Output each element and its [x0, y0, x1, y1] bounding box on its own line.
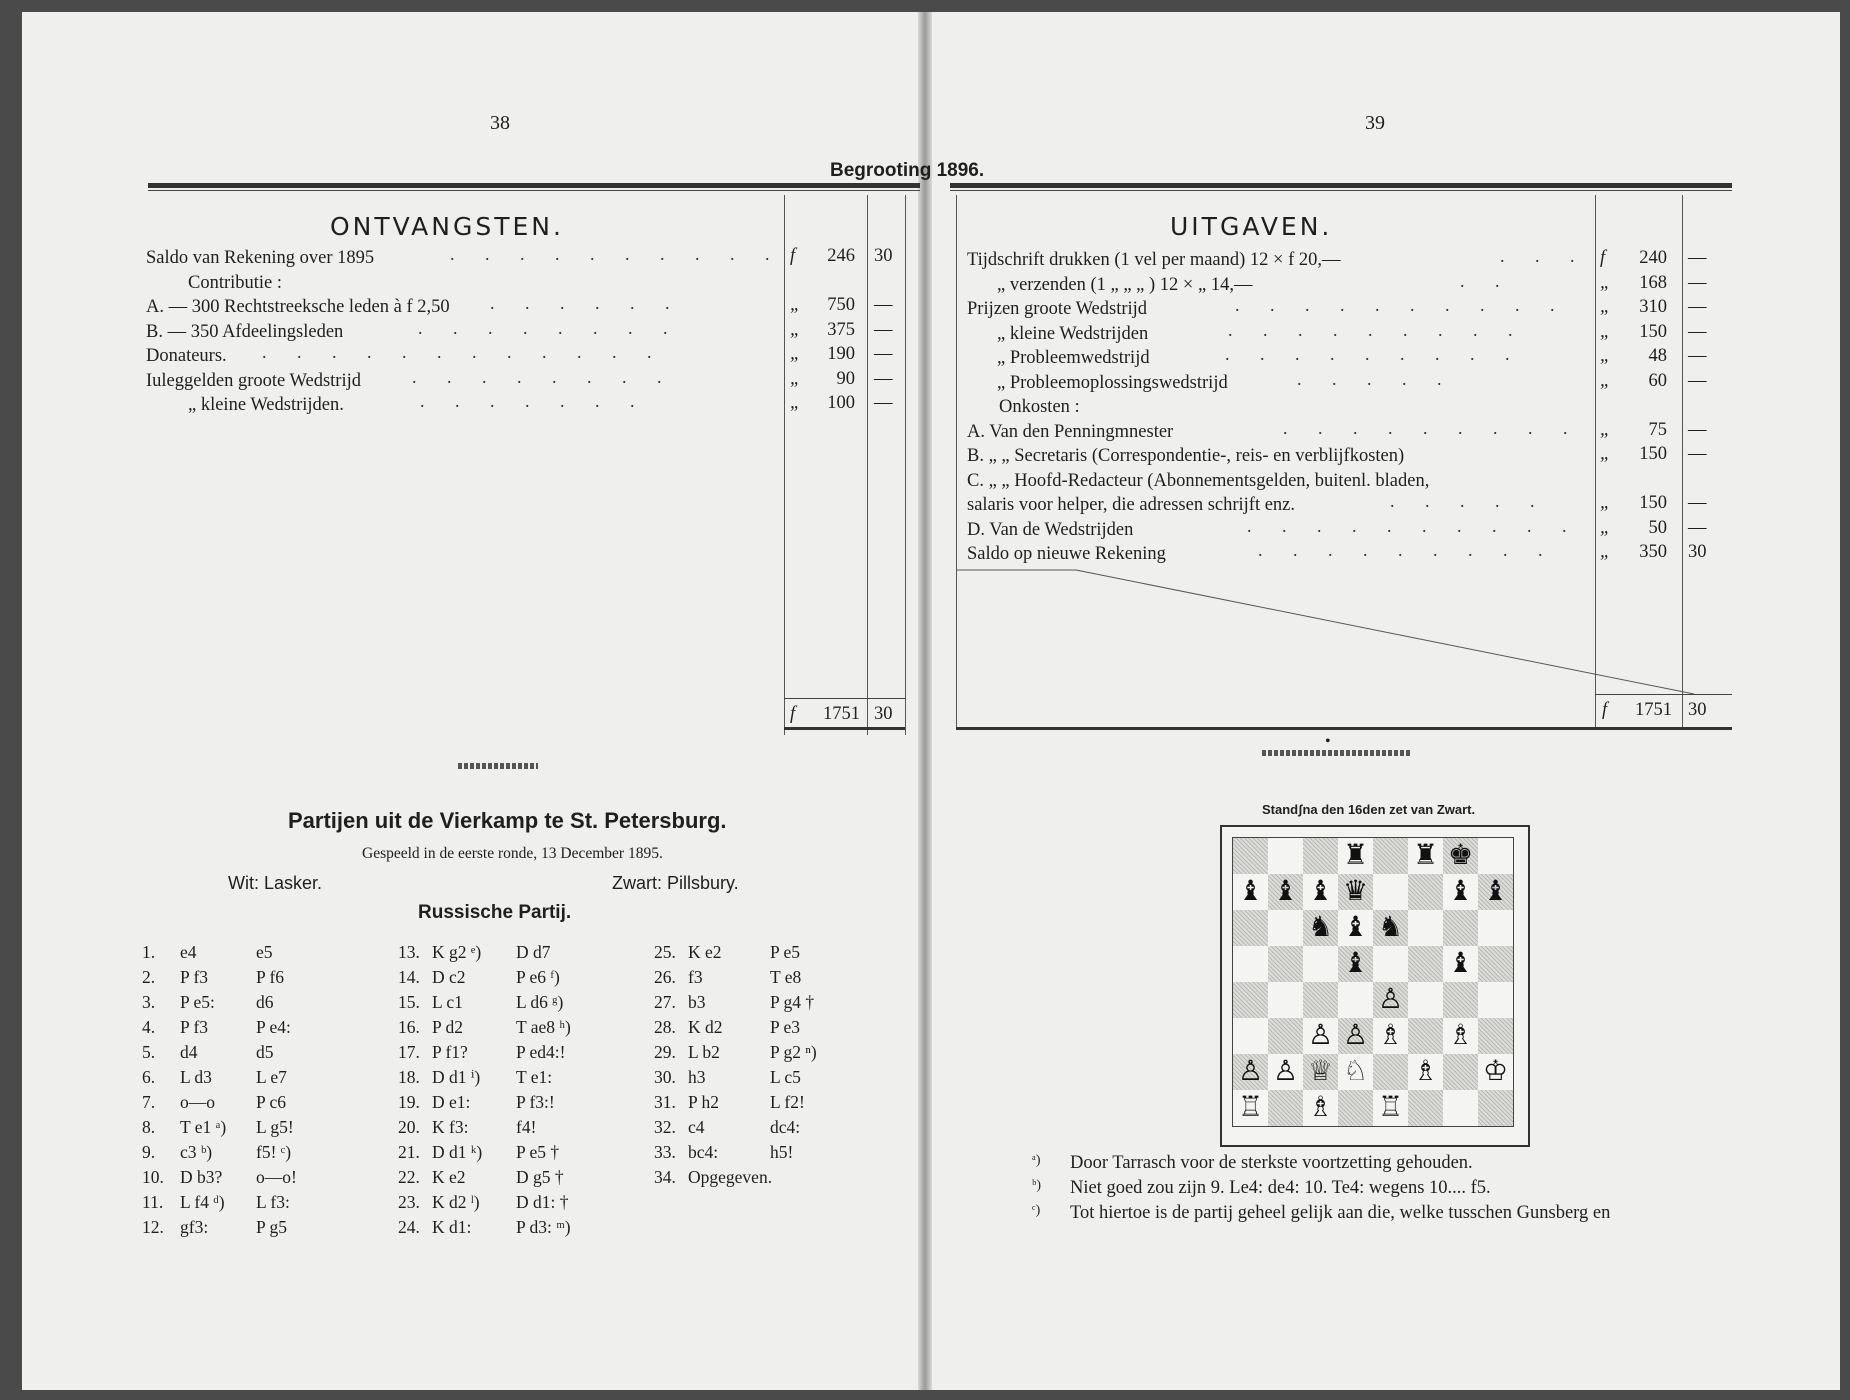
white-move: L f4 ᵈ) [180, 1192, 225, 1212]
ornament-right [1262, 750, 1412, 756]
black-move: P d3: ᵐ) [516, 1217, 571, 1237]
left-row-label: „ kleine Wedstrijden. [188, 395, 344, 415]
left-row-amount: 246 [827, 246, 855, 266]
board-square [1268, 910, 1303, 946]
board-square [1478, 1090, 1513, 1126]
black-move: P e5 † [516, 1142, 560, 1162]
header-rule-left [148, 183, 920, 188]
right-row-cents: 30 [1688, 542, 1707, 562]
total-double-rule-left [784, 727, 905, 730]
move-number: 8. [142, 1117, 156, 1137]
left-row-currency: „ [790, 368, 801, 389]
white-move: P e5: [180, 992, 215, 1012]
move-number: 4. [142, 1017, 156, 1037]
black-move: h5! [770, 1142, 794, 1162]
left-row-label: Donateurs. [146, 346, 227, 366]
total-cents-right: 30 [1688, 700, 1707, 720]
white-move: h3 [688, 1067, 706, 1087]
white-move: c4 [688, 1117, 705, 1137]
right-row-label: „ kleine Wedstrijden [997, 323, 1149, 344]
white-move: K e2 [432, 1167, 466, 1187]
black-move: L f3: [256, 1192, 290, 1212]
move-number: 1. [142, 942, 156, 962]
board-square: ♝ [1443, 874, 1478, 910]
white-move: D e1: [432, 1092, 471, 1112]
total-rule-left [784, 698, 905, 699]
right-row-cents: — [1688, 248, 1707, 268]
white-move: K f3: [432, 1117, 469, 1137]
board-square [1443, 1090, 1478, 1126]
board-square [1373, 946, 1408, 982]
right-row-dots: . . . . . . . . . [1258, 540, 1556, 560]
move-number: 5. [142, 1042, 156, 1062]
white-move: P d2 [432, 1017, 463, 1037]
ornament-left [458, 763, 538, 769]
black-move: P c6 [256, 1092, 286, 1112]
right-row-label: Saldo op nieuwe Rekening [967, 544, 1166, 564]
move-number: 28. [654, 1017, 676, 1037]
white-move: f3 [688, 967, 703, 987]
right-row-amount: 240 [1639, 248, 1667, 268]
board-square [1408, 874, 1443, 910]
board-square: ♝ [1268, 874, 1303, 910]
right-row-cents: — [1688, 346, 1707, 366]
left-row-cents: — [874, 368, 893, 389]
left-row-dots: . . . . . . . . . . . . [262, 342, 665, 362]
board-square [1478, 982, 1513, 1018]
board-square: ♙ [1338, 1018, 1373, 1054]
black-move: P g2 ⁿ) [770, 1042, 817, 1062]
right-row-cents: — [1688, 321, 1707, 342]
board-square [1373, 1054, 1408, 1090]
board-square [1233, 982, 1268, 1018]
board-square: ♖ [1373, 1090, 1408, 1126]
board-square: ♘ [1338, 1054, 1373, 1090]
left-row-label: Contributie : [188, 272, 283, 293]
black-move: D d7 [516, 942, 551, 962]
board-square: ♞ [1303, 910, 1338, 946]
white-move: e4 [180, 942, 197, 962]
board-square [1443, 1054, 1478, 1090]
board-square: ♖ [1233, 1090, 1268, 1126]
right-row-dots: . . . . . . . . . . [1247, 515, 1580, 536]
move-number: 19. [398, 1092, 420, 1112]
white-move: P h2 [688, 1092, 719, 1112]
board-square: ♜ [1408, 838, 1443, 874]
right-row-amount: 310 [1639, 297, 1667, 317]
board-square: ♙ [1268, 1054, 1303, 1090]
board-square: ♙ [1233, 1054, 1268, 1090]
white-move: c3 ᵇ) [180, 1142, 213, 1162]
right-row-amount: 150 [1639, 321, 1667, 342]
right-row-amount: 50 [1648, 517, 1667, 538]
cancellation-line [956, 560, 1736, 700]
white-move: o—o [180, 1092, 215, 1112]
board-square [1303, 946, 1338, 982]
header-rule-right [950, 183, 1732, 188]
board-square: ♝ [1303, 874, 1338, 910]
left-row-cents: 30 [874, 246, 893, 266]
move-number: 23. [398, 1192, 420, 1212]
left-row-amount: 750 [827, 295, 855, 315]
white-player: Wit: Lasker. [228, 873, 323, 893]
white-move: T e1 ᵃ) [180, 1117, 227, 1137]
left-row-label: B. — 350 Afdeelingsleden [146, 321, 344, 342]
move-number: 18. [398, 1067, 420, 1087]
right-row-currency: „ [1600, 321, 1611, 342]
board-square [1233, 946, 1268, 982]
black-move: f5! ᶜ) [256, 1142, 292, 1162]
footnote-mark: ᶜ) [1032, 1203, 1041, 1218]
right-row-amount: 150 [1639, 444, 1667, 464]
board-square: ♕ [1303, 1054, 1338, 1090]
right-row-amount: 75 [1648, 419, 1667, 440]
board-square [1408, 1090, 1443, 1126]
board-square [1268, 946, 1303, 982]
board-square [1338, 1090, 1373, 1126]
move-number: 20. [398, 1117, 420, 1137]
right-row-dots: . . . . . . . . . [1228, 319, 1526, 340]
move-number: 21. [398, 1142, 420, 1162]
black-move: L g5! [256, 1117, 294, 1137]
section-title-uitgaven: UITGAVEN. [1170, 212, 1333, 241]
left-row-cents: — [874, 295, 893, 315]
white-move: P f3 [180, 1017, 209, 1037]
total-amount-right: 1751 [1635, 700, 1672, 720]
right-row-dots: . . . . . . . . . [1225, 344, 1523, 364]
white-move: K d2 [688, 1017, 723, 1037]
page-number-left: 38 [490, 112, 510, 134]
column-line-left-2 [867, 195, 868, 735]
board-square: ♝ [1478, 874, 1513, 910]
left-row-dots: . . . . . . . . [418, 317, 681, 338]
right-row-currency: „ [1600, 419, 1611, 440]
diagram-caption: Standʃna den 16den zet van Zwart. [1262, 802, 1476, 817]
right-row-currency: „ [1600, 444, 1611, 464]
black-move: P g5 [256, 1217, 287, 1237]
right-row-cents: — [1688, 370, 1707, 391]
white-move: K g2 ᵉ) [432, 942, 482, 962]
board-square: ♚ [1443, 838, 1478, 874]
right-row-label: Prijzen groote Wedstrijd [967, 299, 1148, 319]
board-square: ♙ [1303, 1018, 1338, 1054]
right-row-label: Onkosten : [999, 397, 1080, 417]
board-square [1373, 874, 1408, 910]
footnote-text: Niet goed zou zijn 9. Le4: de4: 10. Te4: wegens 10.... f5. [1070, 1178, 1491, 1198]
right-row-cents: — [1688, 444, 1707, 464]
footnote-text: Tot hiertoe is de partij geheel gelijk aan die, welke tusschen Gunsberg en [1070, 1203, 1611, 1223]
footnote-mark: ᵇ) [1032, 1178, 1041, 1193]
board-square: ♔ [1478, 1054, 1513, 1090]
right-row-currency: „ [1600, 517, 1611, 538]
move-number: 7. [142, 1092, 156, 1112]
right-row-amount: 48 [1648, 346, 1667, 366]
white-move: d4 [180, 1042, 198, 1062]
board-square: ♝ [1233, 874, 1268, 910]
right-row-cents: — [1688, 493, 1707, 513]
white-move: D d1 ⁱ) [432, 1067, 481, 1087]
board-square [1268, 982, 1303, 1018]
move-number: 24. [398, 1217, 420, 1237]
move-number: 33. [654, 1142, 676, 1162]
board-square: ♞ [1373, 910, 1408, 946]
white-move: gf3: [180, 1217, 209, 1237]
move-number: 31. [654, 1092, 676, 1112]
move-number: 9. [142, 1142, 156, 1162]
board-square [1478, 946, 1513, 982]
section-title-ontvangsten: ONTVANGSTEN. [330, 212, 564, 241]
white-move: D c2 [432, 967, 466, 987]
black-move: L c5 [770, 1067, 801, 1087]
board-square: ♗ [1303, 1090, 1338, 1126]
right-row-dots: . . . . . . . . . [1283, 417, 1581, 438]
right-row-label: D. Van de Wedstrijden [967, 519, 1134, 540]
black-move: T e8 [770, 967, 802, 987]
right-row-cents: — [1688, 517, 1707, 538]
move-number: 2. [142, 967, 156, 987]
black-move: d5 [256, 1042, 274, 1062]
left-row-cents: — [874, 319, 893, 340]
board-square [1233, 838, 1268, 874]
right-row-currency: „ [1600, 272, 1611, 293]
right-row-label: salaris voor helper, die adressen schrijft enz. [967, 495, 1296, 515]
board-square [1408, 910, 1443, 946]
black-move: T e1: [516, 1067, 553, 1087]
black-move: P e5 [770, 942, 800, 962]
board-square [1303, 982, 1338, 1018]
white-move: L c1 [432, 992, 463, 1012]
white-move: L b2 [688, 1042, 720, 1062]
black-move: P f3:! [516, 1092, 555, 1112]
black-move: f4! [516, 1117, 537, 1137]
white-move: D b3? [180, 1167, 223, 1187]
black-player: Zwart: Pillsbury. [612, 873, 739, 893]
right-row-currency: f [1600, 248, 1606, 268]
white-move: L d3 [180, 1067, 212, 1087]
black-move: dc4: [770, 1117, 801, 1137]
column-line-left-1 [784, 195, 785, 735]
left-row-cents: — [874, 344, 893, 364]
left-row-label: Iuleggelden groote Wedstrijd [146, 370, 361, 391]
board-square [1268, 1018, 1303, 1054]
move-number: 26. [654, 967, 676, 987]
left-row-currency: „ [790, 393, 801, 413]
board-square [1478, 1018, 1513, 1054]
right-row-currency: „ [1600, 370, 1611, 391]
right-row-dots: . . . [1500, 246, 1588, 266]
right-row-currency: „ [1600, 346, 1611, 366]
move-number: 34. [654, 1167, 676, 1187]
black-move: T ae8 ʰ) [516, 1017, 571, 1037]
board-square [1408, 982, 1443, 1018]
left-row-currency: „ [790, 295, 801, 315]
black-move: P e4: [256, 1017, 291, 1037]
move-number: 22. [398, 1167, 420, 1187]
white-move: bc4: [688, 1142, 719, 1162]
board-square: ♗ [1373, 1018, 1408, 1054]
black-move: L d6 ᵍ) [516, 992, 564, 1012]
board-square [1408, 1018, 1443, 1054]
right-row-amount: 60 [1648, 370, 1667, 391]
board-square [1478, 910, 1513, 946]
right-row-cents: — [1688, 297, 1707, 317]
board-square [1268, 838, 1303, 874]
board-square [1478, 838, 1513, 874]
move-number: 27. [654, 992, 676, 1012]
black-move: e5 [256, 942, 273, 962]
black-move: P e3 [770, 1017, 800, 1037]
board-square: ♛ [1338, 874, 1373, 910]
header-rule-right-thin [950, 190, 1732, 191]
opening-name: Russische Partij. [418, 902, 572, 923]
right-row-amount: 168 [1639, 272, 1667, 293]
right-row-dots: . . . . . [1390, 491, 1548, 511]
board-square: ♙ [1373, 982, 1408, 1018]
right-row-dots: . . . . . . . . . . [1235, 295, 1568, 315]
board-square: ♗ [1443, 1018, 1478, 1054]
black-move: L f2! [770, 1092, 805, 1112]
right-row-label: C. „ „ Hoofd-Redacteur (Abonnementsgelden, buitenl. bladen, [967, 470, 1430, 491]
left-row-amount: 375 [827, 319, 855, 340]
left-row-amount: 90 [836, 368, 855, 389]
board-square [1373, 838, 1408, 874]
book-gutter [918, 12, 932, 1390]
move-number: 10. [142, 1167, 164, 1187]
black-move: d6 [256, 992, 274, 1012]
left-row-dots: . . . . . . . . [412, 366, 675, 387]
move-number: 11. [142, 1192, 164, 1212]
right-row-currency: „ [1600, 493, 1611, 513]
begrooting-header: Begrooting 1896. [830, 160, 985, 181]
board-square: ♝ [1338, 910, 1373, 946]
left-row-dots: . . . . . . [490, 293, 683, 313]
black-move: L e7 [256, 1067, 287, 1087]
black-move: D g5 † [516, 1167, 564, 1187]
right-row-label: „ verzenden (1 „ „ „ ) 12 × „ 14,— [997, 274, 1253, 295]
move-number: 32. [654, 1117, 676, 1137]
move-number: 12. [142, 1217, 164, 1237]
board-square [1443, 910, 1478, 946]
left-row-currency: f [790, 246, 796, 266]
right-row-amount: 350 [1639, 542, 1667, 562]
left-row-amount: 100 [827, 393, 855, 413]
black-move: P e6 ᶠ) [516, 967, 560, 987]
right-row-label: B. „ „ Secretaris (Correspondentie-, reis- en verblijfkosten) [967, 446, 1405, 466]
left-row-dots: . . . . . . . . . . [450, 244, 783, 264]
right-row-label: „ Probleemoplossingswedstrijd [997, 372, 1228, 393]
board-square [1338, 982, 1373, 1018]
left-row-dots: . . . . . . . [420, 391, 648, 411]
move-number: 3. [142, 992, 156, 1012]
black-move: D d1: † [516, 1192, 569, 1212]
right-row-label: „ Probleemwedstrijd [997, 348, 1150, 368]
black-move: o—o! [256, 1167, 297, 1187]
white-move: D d1 ᵏ) [432, 1142, 483, 1162]
move-number: 14. [398, 967, 420, 987]
left-row-label: A. — 300 Rechtstreeksche leden à f 2,50 [146, 297, 450, 317]
black-move: P f6 [256, 967, 285, 987]
black-move: P ed4:! [516, 1042, 566, 1062]
right-row-currency: „ [1600, 542, 1611, 562]
chess-board [1232, 837, 1514, 1127]
page-number-right: 39 [1365, 112, 1385, 134]
board-square: ♝ [1338, 946, 1373, 982]
board-square: ♝ [1443, 946, 1478, 982]
total-amount-left: 1751 [823, 704, 860, 724]
chess-diagram [1220, 825, 1530, 1147]
games-subtitle: Gespeeld in de eerste ronde, 13 December 1895. [362, 845, 663, 862]
total-currency-right: f [1602, 700, 1608, 720]
games-title: Partijen uit de Vierkamp te St. Petersburg. [288, 808, 727, 833]
total-rule-right [1595, 694, 1732, 695]
white-move: P f3 [180, 967, 209, 987]
footnote-mark: ᵃ) [1032, 1153, 1041, 1168]
right-row-currency: „ [1600, 297, 1611, 317]
left-row-amount: 190 [827, 344, 855, 364]
move-number: 25. [654, 942, 676, 962]
right-row-amount: 150 [1639, 493, 1667, 513]
white-move: Opgegeven. [688, 1167, 773, 1187]
move-number: 17. [398, 1042, 420, 1062]
move-number: 16. [398, 1017, 420, 1037]
move-number: 6. [142, 1067, 156, 1087]
board-square [1233, 1018, 1268, 1054]
white-move: K d2 ˡ) [432, 1192, 480, 1212]
footnote-text: Door Tarrasch voor de sterkste voortzetting gehouden. [1070, 1153, 1473, 1173]
right-row-dots: . . . . . [1297, 368, 1455, 389]
white-move: K d1: [432, 1217, 472, 1237]
white-move: K e2 [688, 942, 722, 962]
right-row-dots: . . [1460, 270, 1513, 291]
right-row-label: A. Van den Penningmnester [967, 421, 1174, 442]
ornament-dot: • [1325, 733, 1331, 750]
total-currency-left: f [790, 704, 796, 724]
white-move: b3 [688, 992, 706, 1012]
left-row-cents: — [874, 393, 893, 413]
right-row-cents: — [1688, 419, 1707, 440]
move-number: 30. [654, 1067, 676, 1087]
header-rule-left-thin [148, 190, 920, 191]
total-double-rule-right [956, 727, 1732, 730]
board-square [1443, 982, 1478, 1018]
move-number: 15. [398, 992, 420, 1012]
white-move: P f1? [432, 1042, 468, 1062]
board-square [1268, 1090, 1303, 1126]
black-move: P g4 † [770, 992, 815, 1012]
column-line-left-3 [905, 195, 906, 735]
board-square [1233, 910, 1268, 946]
move-number: 13. [398, 942, 420, 962]
board-square [1303, 838, 1338, 874]
board-square: ♜ [1338, 838, 1373, 874]
right-row-label: Tijdschrift drukken (1 vel per maand) 12 × f 20,— [967, 250, 1341, 270]
left-row-label: Saldo van Rekening over 1895 [146, 248, 375, 268]
left-row-currency: „ [790, 319, 801, 340]
total-cents-left: 30 [874, 704, 893, 724]
board-square: ♗ [1408, 1054, 1443, 1090]
right-row-cents: — [1688, 272, 1707, 293]
board-square [1408, 946, 1443, 982]
move-number: 29. [654, 1042, 676, 1062]
left-row-currency: „ [790, 344, 801, 364]
